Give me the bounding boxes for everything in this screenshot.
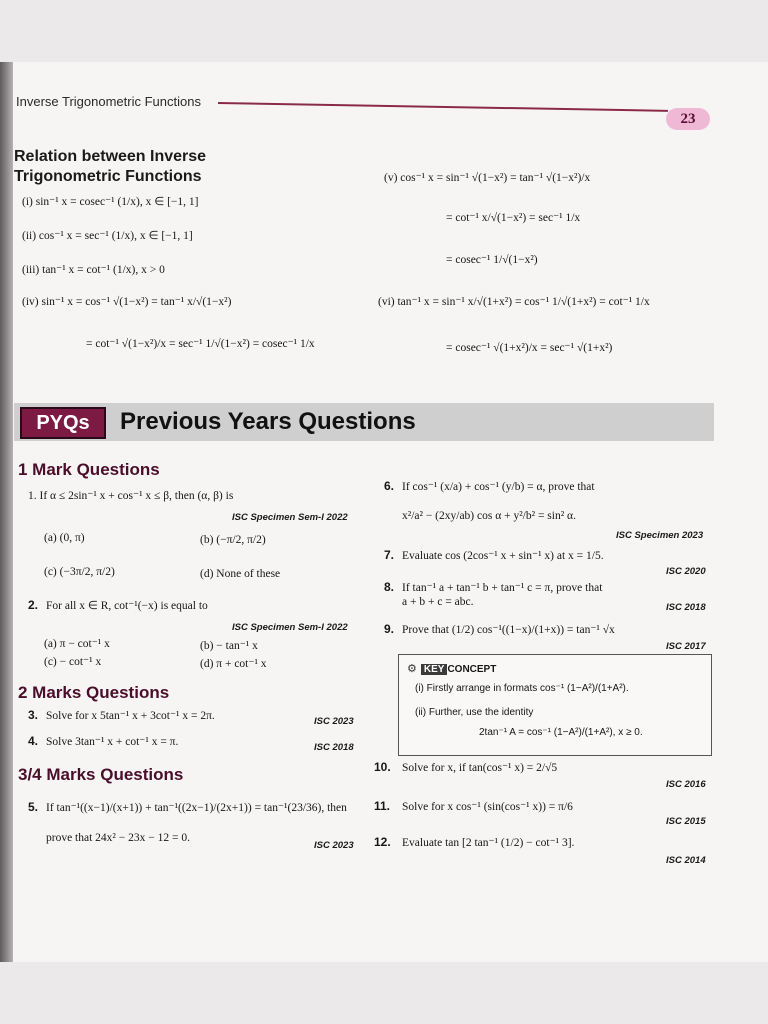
relation-iii: (iii) tan⁻¹ x = cot⁻¹ (1/x), x > 0 [22, 264, 165, 276]
q5-number: 5. [28, 800, 39, 814]
key-concept-badge: KEY [421, 664, 448, 675]
q5-tag: ISC 2023 [314, 840, 354, 851]
q2-tag: ISC Specimen Sem-I 2022 [232, 622, 348, 633]
relation-vi-a: (vi) tan⁻¹ x = sin⁻¹ x/√(1+x²) = cos⁻¹ 1/√(1+x²) = cot⁻¹ 1/x [378, 296, 650, 308]
q6-text: If cos⁻¹ (x/a) + cos⁻¹ (y/b) = α, prove that [402, 481, 595, 493]
q3-number: 3. [28, 708, 39, 722]
q12-text: Evaluate tan [2 tan⁻¹ (1/2) − cot⁻¹ 3]. [402, 837, 575, 849]
q6-text2: x²/a² − (2xy/ab) cos α + y²/b² = sin² α. [402, 510, 576, 522]
q3-text: Solve for x 5tan⁻¹ x + 3cot⁻¹ x = 2π. [46, 710, 215, 722]
q11-number: 11. [374, 799, 391, 813]
chapter-header: Inverse Trigonometric Functions [16, 94, 201, 109]
two-mark-heading: 2 Marks Questions [18, 683, 170, 702]
q4-number: 4. [28, 734, 39, 748]
q7-number: 7. [384, 548, 395, 562]
pyq-badge: PYQs [20, 407, 106, 439]
q2-text: For all x ∈ R, cot⁻¹(−x) is equal to [46, 600, 208, 612]
q10-number: 10. [374, 760, 391, 774]
q9-tag: ISC 2017 [666, 641, 706, 652]
binding-shadow [0, 62, 13, 962]
relation-i: (i) sin⁻¹ x = cosec⁻¹ (1/x), x ∈ [−1, 1] [22, 196, 199, 208]
q3-tag: ISC 2023 [314, 716, 354, 727]
relation-v-a: (v) cos⁻¹ x = sin⁻¹ √(1−x²) = tan⁻¹ √(1−x²)/x [384, 172, 591, 184]
q4-text: Solve 3tan⁻¹ x + cot⁻¹ x = π. [46, 736, 179, 748]
q8-text: If tan⁻¹ a + tan⁻¹ b + tan⁻¹ c = π, prove that [402, 582, 603, 594]
relation-v-c: = cosec⁻¹ 1/√(1−x²) [446, 254, 538, 266]
q6-number: 6. [384, 479, 395, 493]
q6-tag: ISC Specimen 2023 [616, 530, 704, 541]
q1-option-d: (d) None of these [200, 568, 281, 580]
q12-tag: ISC 2014 [666, 855, 706, 866]
key-concept-box [398, 654, 712, 756]
q1-option-a: (a) (0, π) [44, 532, 85, 544]
q10-tag: ISC 2016 [666, 779, 706, 790]
one-mark-heading: 1 Mark Questions [18, 460, 160, 479]
relations-title-line2: Trigonometric Functions [14, 168, 202, 185]
relation-iv-b: = cot⁻¹ √(1−x²)/x = sec⁻¹ 1/√(1−x²) = cosec⁻¹ 1/x [86, 338, 315, 350]
q8-tag: ISC 2018 [666, 602, 706, 613]
relation-ii: (ii) cos⁻¹ x = sec⁻¹ (1/x), x ∈ [−1, 1] [22, 230, 193, 242]
q11-text: Solve for x cos⁻¹ (sin(cos⁻¹ x)) = π/6 [402, 801, 573, 813]
key-concept-line2: (ii) Further, use the identity [415, 707, 534, 718]
q8-number: 8. [384, 580, 395, 594]
q7-text: Evaluate cos (2cos⁻¹ x + sin⁻¹ x) at x = 1/5. [402, 550, 604, 562]
relation-iv-a: (iv) sin⁻¹ x = cos⁻¹ √(1−x²) = tan⁻¹ x/√(1−x²) [22, 296, 232, 308]
q1-tag: ISC Specimen Sem-I 2022 [232, 512, 348, 523]
key-concept-title: CONCEPT [447, 664, 497, 675]
q1-option-c: (c) (−3π/2, π/2) [44, 566, 115, 578]
q2-option-d: (d) π + cot⁻¹ x [200, 658, 267, 670]
q2-option-c: (c) − cot⁻¹ x [44, 656, 102, 668]
q2-option-b: (b) − tan⁻¹ x [200, 640, 258, 652]
page-number: 23 [666, 108, 710, 130]
q2-number: 2. [28, 598, 39, 612]
q9-number: 9. [384, 622, 395, 636]
relations-title-line1: Relation between Inverse [14, 148, 207, 165]
q11-tag: ISC 2015 [666, 816, 706, 827]
q7-tag: ISC 2020 [666, 566, 706, 577]
q1-option-b: (b) (−π/2, π/2) [200, 534, 266, 546]
q4-tag: ISC 2018 [314, 742, 354, 753]
relation-v-b: = cot⁻¹ x/√(1−x²) = sec⁻¹ 1/x [446, 212, 581, 224]
key-concept-line1: (i) Firstly arrange in formats cos⁻¹ (1−A²)/(1+A²). [415, 683, 629, 694]
three-four-mark-heading: 3/4 Marks Questions [18, 765, 184, 784]
key-concept-icon: ⚙ [407, 663, 417, 675]
q1-text: 1. If α ≤ 2sin⁻¹ x + cos⁻¹ x ≤ β, then (α, β) is [28, 490, 234, 502]
relation-vi-b: = cosec⁻¹ √(1+x²)/x = sec⁻¹ √(1+x²) [446, 342, 613, 354]
pyq-title: Previous Years Questions [120, 408, 416, 435]
q2-option-a: (a) π − cot⁻¹ x [44, 638, 110, 650]
q12-number: 12. [374, 835, 391, 849]
q8-text2: a + b + c = abc. [402, 596, 474, 608]
q10-text: Solve for x, if tan(cos⁻¹ x) = 2/√5 [402, 762, 558, 774]
q9-text: Prove that (1/2) cos⁻¹((1−x)/(1+x)) = tan⁻¹ √x [402, 624, 615, 636]
key-concept-line3: 2tan⁻¹ A = cos⁻¹ (1−A²)/(1+A²), x ≥ 0. [479, 727, 643, 738]
q5-text: If tan⁻¹((x−1)/(x+1)) + tan⁻¹((2x−1)/(2x+1)) = tan⁻¹(23/36), then [46, 802, 347, 814]
q5-text2: prove that 24x² − 23x − 12 = 0. [46, 832, 190, 844]
